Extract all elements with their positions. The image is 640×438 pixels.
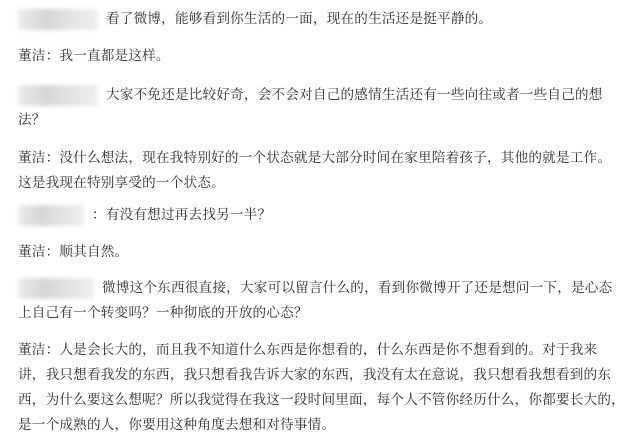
text-line [18, 276, 630, 301]
answer-text: 西，为什么要这么想呢？所以我觉得在我这一段时间里面，每个人不管你经历什么，你都要长大的， [18, 392, 625, 408]
question-paragraph [18, 203, 630, 228]
question-paragraph [18, 7, 630, 32]
question-text: 法？ [18, 112, 46, 128]
question-paragraph [18, 276, 630, 326]
answer-text: 董洁：人是会长大的，而且我不知道什么东西是你想看的，什么东西是你不想看到的。对于我来 [18, 342, 598, 358]
redacted-name [18, 9, 98, 30]
text-line [18, 203, 630, 228]
question-text: 上自己有一个转变吗？一种彻底的开放的心态？ [18, 305, 308, 321]
question-text: 看了微博，能够看到你生活的一面，现在的生活还是挺平静的。 [106, 11, 493, 27]
redacted-name [18, 278, 94, 299]
redacted-name [18, 85, 98, 106]
text-line [18, 83, 630, 108]
answer-paragraph [18, 44, 630, 69]
answer-text: 讲，我只想看我发的东西，我只想看我告诉大家的东西，我没有太在意说，我只想看我想看到的东 [18, 367, 612, 383]
redacted-name [18, 205, 84, 226]
answer-text: 董洁：我一直都是这样。 [18, 48, 170, 64]
answer-text: 是一个成熟的人，你要用这种角度去想和对待事情。 [18, 417, 336, 433]
text-line [18, 7, 630, 32]
question-text: 大家不免还是比较好奇，会不会对自己的感情生活还有一些向往或者一些自己的想 [106, 87, 603, 103]
question-text: 微博这个东西很直接，大家可以留言什么的，看到你微博开了还是想问一下，是心态 [102, 280, 613, 296]
answer-text: 这是我现在特别享受的一个状态。 [18, 175, 225, 191]
answer-paragraph [18, 146, 630, 196]
question-paragraph [18, 83, 630, 133]
answer-paragraph [18, 240, 630, 265]
answer-text: 董洁：没什么想法，现在我特别好的一个状态就是大部分时间在家里陪着孩子，其他的就是工作。 [18, 150, 612, 166]
answer-text: 董洁：顺其自然。 [18, 244, 129, 260]
question-text: ：有没有想过再去找另一半？ [92, 207, 272, 223]
answer-paragraph [18, 338, 630, 438]
